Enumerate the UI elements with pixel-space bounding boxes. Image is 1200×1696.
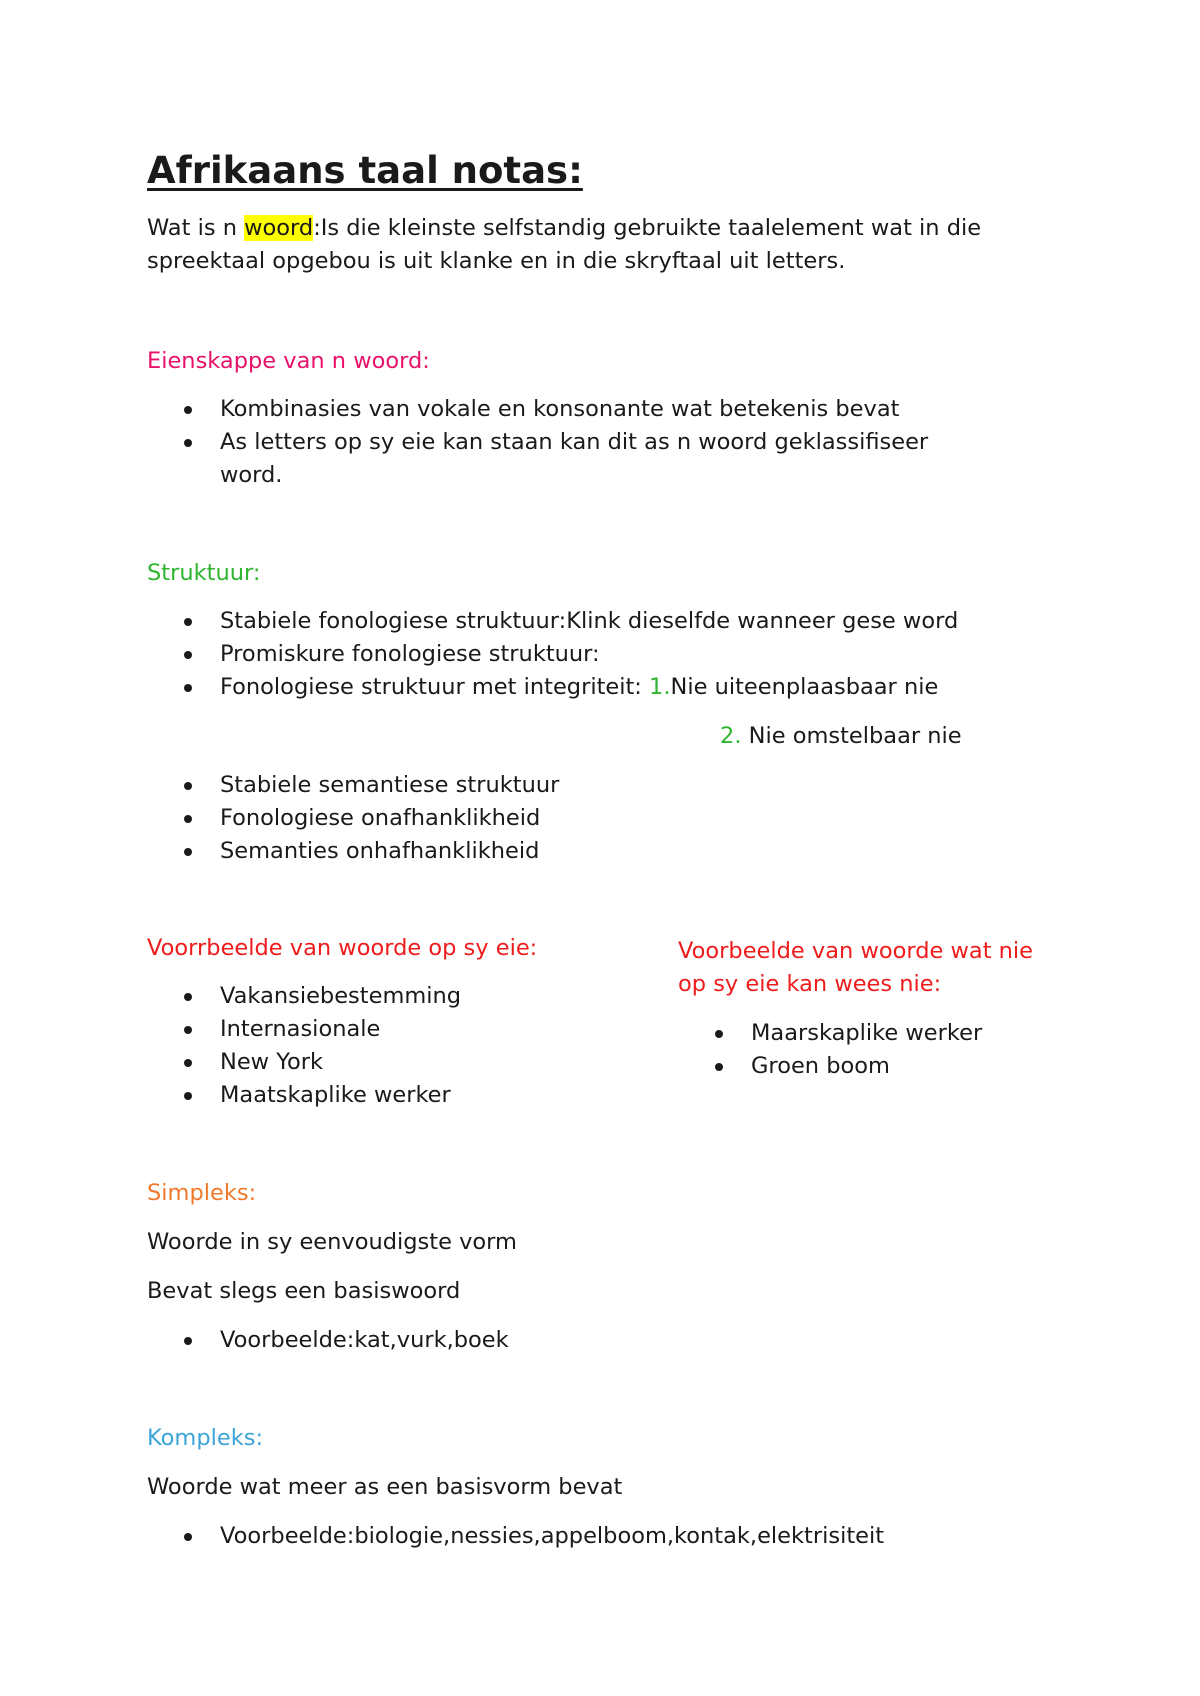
list-item: New York [147, 1046, 461, 1079]
list-item: Vakansiebestemming [147, 980, 461, 1013]
voorbeelde-nie-list [678, 1017, 982, 1083]
list-item: Maatskaplike werker [147, 1079, 461, 1112]
voorbeelde-eie-heading: Voorrbeelde van woorde op sy eie: [147, 935, 538, 961]
voorbeelde-nie-heading-line-2: op sy eie kan wees nie: [678, 971, 942, 997]
struktuur-heading: Struktuur: [147, 560, 261, 586]
sub-text: Nie uiteenplaasbaar nie [670, 674, 939, 700]
list-item: Kombinasies van vokale en konsonante wat betekenis bevat [147, 393, 928, 426]
struktuur-list [147, 605, 958, 704]
list-item: Voorbeelde:biologie,nessies,appelboom,kontak,elektrisiteit [147, 1520, 884, 1553]
highlighted-word: woord [244, 215, 314, 241]
intro-prefix: Wat is n [147, 215, 245, 241]
list-item: Promiskure fonologiese struktuur: [147, 638, 958, 671]
simpleks-list [147, 1324, 509, 1357]
intro-line-2: spreektaal opgebou is uit klanke en in die skryftaal uit letters. [147, 248, 846, 274]
list-item: Voorbeelde:kat,vurk,boek [147, 1324, 509, 1357]
intro-line-1 [147, 212, 981, 245]
intro-line-1-rest: :Is die kleinste selfstandig gebruikte taalelement wat in die [313, 215, 982, 241]
list-item: Stabiele fonologiese struktuur:Klink dieselfde wanneer gese word [147, 605, 958, 638]
simpleks-line-2: Bevat slegs een basiswoord [147, 1278, 461, 1304]
voorbeelde-eie-list [147, 980, 461, 1112]
list-item: Maarskaplike werker [678, 1017, 982, 1050]
struktuur-sub-item-2 [720, 720, 962, 753]
sub-number: 1. [649, 674, 671, 700]
list-item: Semanties onhafhanklikheid [147, 835, 559, 868]
list-item: Groen boom [678, 1050, 982, 1083]
sub-text: Nie omstelbaar nie [741, 723, 962, 749]
list-item: Stabiele semantiese struktuur [147, 769, 559, 802]
simpleks-line-1: Woorde in sy eenvoudigste vorm [147, 1229, 517, 1255]
list-item: Internasionale [147, 1013, 461, 1046]
list-item [147, 671, 958, 704]
struktuur-list-2 [147, 769, 559, 868]
kompleks-list [147, 1520, 884, 1553]
list-item-text: Fonologiese struktuur met integriteit: [220, 674, 650, 700]
kompleks-line-1: Woorde wat meer as een basisvorm bevat [147, 1474, 623, 1500]
list-item-continuation: word. [220, 462, 283, 488]
kompleks-heading: Kompleks: [147, 1425, 264, 1451]
list-item: Fonologiese onafhanklikheid [147, 802, 559, 835]
eienskappe-heading: Eienskappe van n woord: [147, 348, 430, 374]
page-title: Afrikaans taal notas: [147, 149, 583, 192]
eienskappe-list [147, 393, 928, 459]
simpleks-heading: Simpleks: [147, 1180, 257, 1206]
voorbeelde-nie-heading-line-1: Voorbeelde van woorde wat nie [678, 938, 1034, 964]
list-item: As letters op sy eie kan staan kan dit as n woord geklassifiseer [147, 426, 928, 459]
sub-number: 2. [720, 723, 742, 749]
